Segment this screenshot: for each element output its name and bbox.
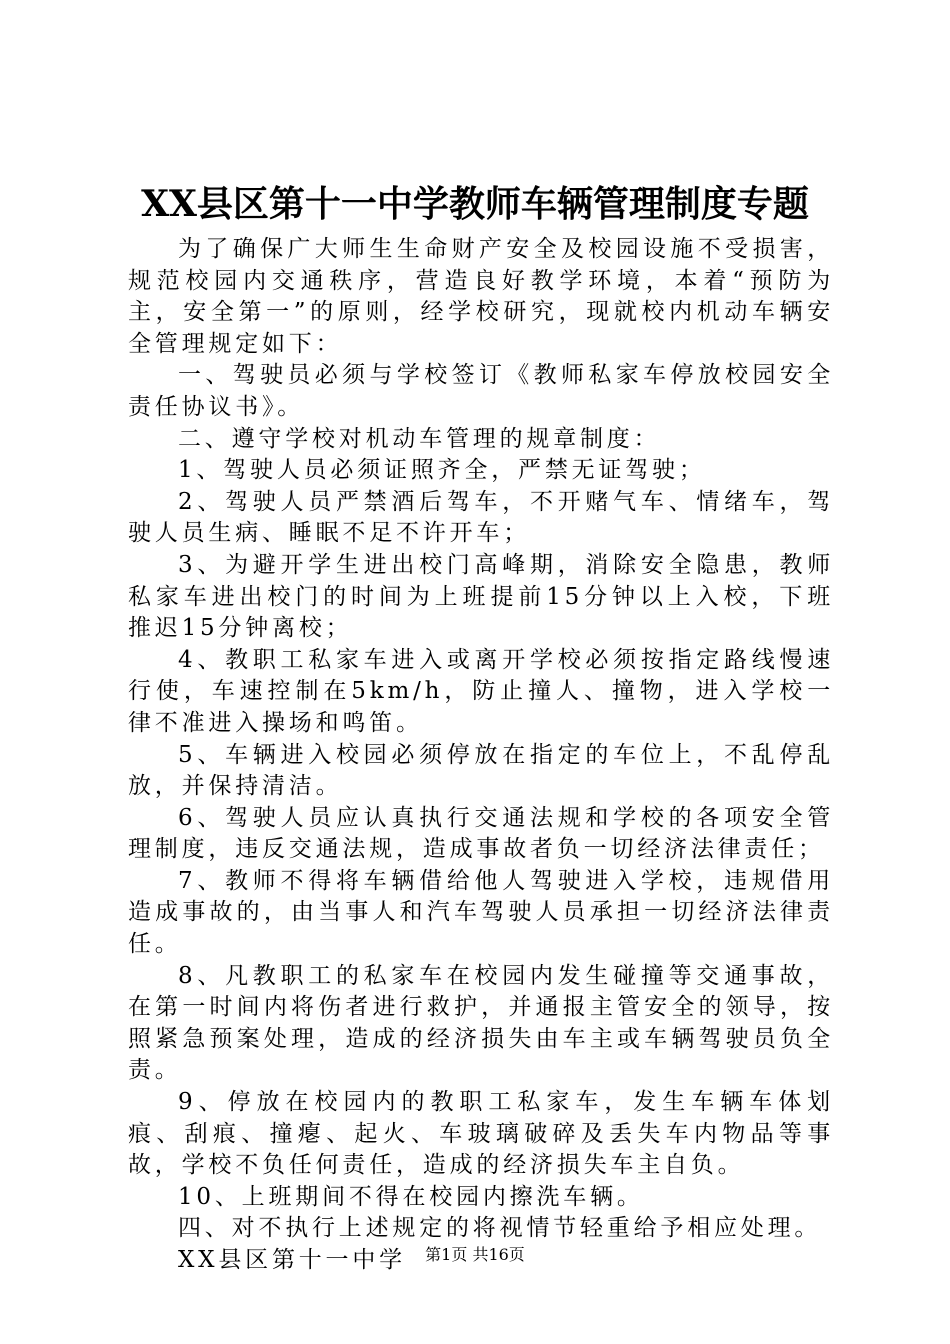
paragraph-item-3: 3、为避开学生进出校门高峰期，消除安全隐患，教师私家车进出校门的时间为上班提前15分钟以上入校，下班推迟15分钟离校；: [128, 551, 834, 642]
page-footer: 第1页 共16页: [425, 1245, 525, 1264]
document-title: XX县区第十一中学教师车辆管理制度专题: [141, 183, 809, 225]
paragraph-item-9: 9、停放在校园内的教职工私家车，发生车辆车体划痕、刮痕、撞瘪、起火、车玻璃破碎及丢失车内物品等事故，学校不负任何责任，造成的经济损失车主自负。: [128, 1089, 834, 1179]
paragraph-item-5: 5、车辆进入校园必须停放在指定的车位上，不乱停乱放，并保持清洁。: [128, 741, 834, 800]
paragraph-intro: 为了确保广大师生生命财产安全及校园设施不受损害，规范校园内交通秩序，营造良好教学环境，本着“预防为主，安全第一”的原则，经学校研究，现就校内机动车辆安全管理规定如下：: [128, 236, 834, 357]
paragraph-rule-2: 二、遵守学校对机动车管理的规章制度：: [178, 425, 661, 452]
paragraph-item-6: 6、驾驶人员应认真执行交通法规和学校的各项安全管理制度，违反交通法规，造成事故者负一切经济法律责任；: [128, 804, 834, 863]
paragraph-rule-1: 一、驾驶员必须与学校签订《教师私家车停放校园安全责任协议书》。: [128, 362, 834, 420]
paragraph-item-1: 1、驾驶人员必须证照齐全，严禁无证驾驶；: [178, 457, 706, 484]
paragraph-rule-4: 四、对不执行上述规定的将视情节轻重给予相应处理。: [178, 1215, 822, 1242]
paragraph-item-2: 2、驾驶人员严禁酒后驾车，不开赌气车、情绪车，驾驶人员生病、睡眠不足不许开车；: [128, 488, 834, 547]
paragraph-signature: XX县区第十一中学: [178, 1247, 406, 1273]
paragraph-item-7: 7、教师不得将车辆借给他人驾驶进入学校，违规借用造成事故的，由当事人和汽车驾驶人员承担一切经济法律责任。: [128, 867, 834, 958]
paragraph-item-4: 4、教职工私家车进入或离开学校必须按指定路线慢速行使，车速控制在5km/h，防止撞人、撞物，进入学校一律不准进入操场和鸣笛。: [128, 646, 834, 736]
document-body: [128, 234, 834, 1277]
paragraph-item-8: 8、凡教职工的私家车在校园内发生碰撞等交通事故，在第一时间内将伤者进行救护，并通报主管安全的领导，按照紧急预案处理，造成的经济损失由车主或车辆驾驶员负全责。: [128, 962, 834, 1084]
paragraph-item-10: 10、上班期间不得在校园内擦洗车辆。: [178, 1183, 644, 1210]
